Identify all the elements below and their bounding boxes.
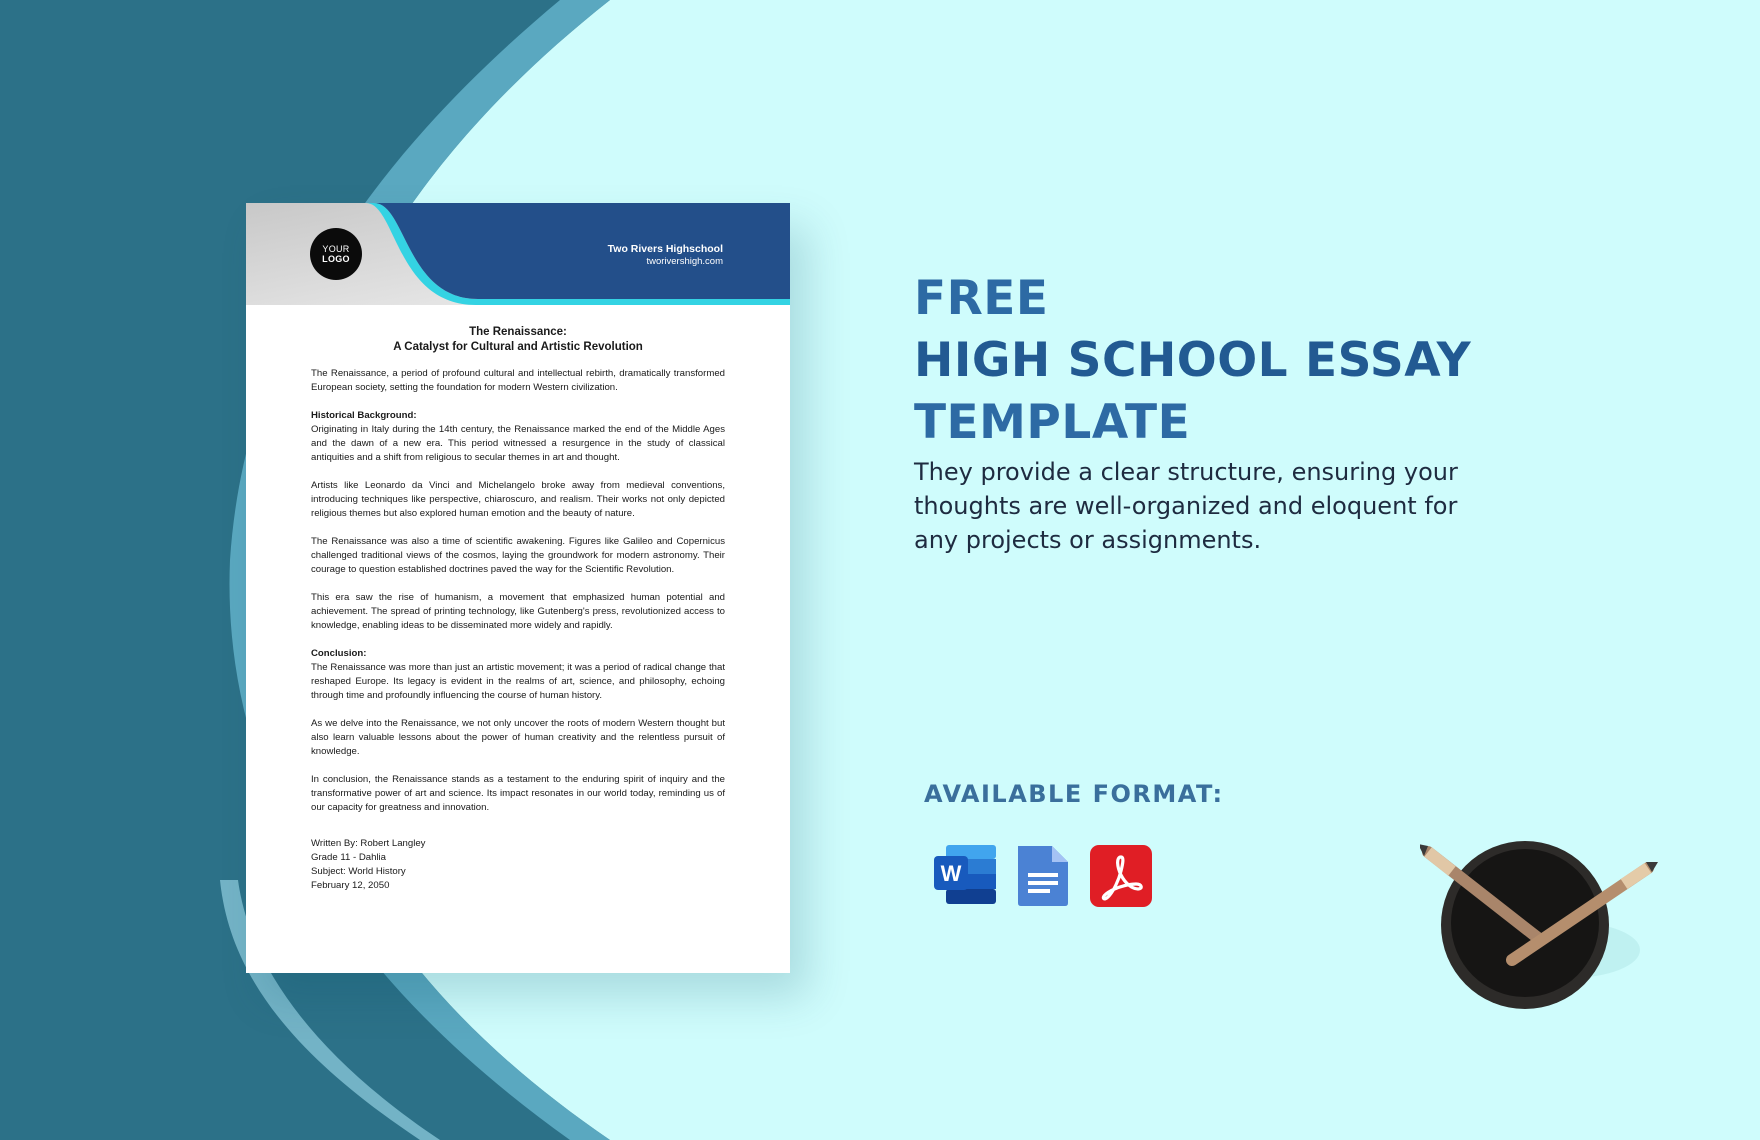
hero-line-main: HIGH SCHOOL ESSAY [914,333,1472,388]
grade-line: Grade 11 - Dahlia [311,852,387,863]
svg-text:W: W [940,861,962,886]
hero-subtitle: They provide a clear structure, ensuring your thoughts are well-organized and eloquent for any projects or assignments. [914,458,1458,554]
signature-block [311,837,725,893]
school-url: tworivershigh.com [646,256,723,267]
document-body [311,325,725,893]
intro-paragraph: The Renaissance, a period of profound cultural and intellectual rebirth, dramatically transformed European society, setting the foundation for modern Western civilization. [311,368,725,393]
heading-background: Historical Background: [311,410,417,421]
subject-line: Subject: World History [311,866,406,877]
pencil-cup-decoration [1420,820,1660,1020]
paragraph: This era saw the rise of humanism, a movement that emphasized human potential and achievement. The spread of printing technology, like Gutenberg's press, revolutionized access to knowledge, enabling ideas to be disseminated more widely and rapidly. [311,592,725,631]
essay-title: The Renaissance: A Catalyst for Cultural and Artistic Revolution [393,326,643,353]
paragraph: As we delve into the Renaissance, we not only uncover the roots of modern Western thought but also learn valuable lessons about the power of human creativity and the relentless pursuit of knowledge. [311,718,725,757]
hero-title [914,268,1614,454]
paragraph: The Renaissance was more than just an artistic movement; it was a period of radical change that reshaped Europe. Its legacy is evident in the realms of art, science, and philosophy, echoing through time and profoundly influencing the course of human history. [311,662,725,701]
paragraph: Artists like Leonardo da Vinci and Michelangelo broke away from medieval conventions, introducing techniques like perspective, chiaroscuro, and realism. Their works not only depicted religious themes but also explored human emotion and the beauty of nature. [311,480,725,519]
essay-document-page [246,203,790,973]
document-header [246,203,790,305]
school-logo: YOUR LOGO [310,228,362,280]
available-format-title: AVAILABLE FORMAT: [924,780,1224,808]
school-name: Two Rivers Highschool [607,243,723,255]
paragraph: The Renaissance was also a time of scientific awakening. Figures like Galileo and Copernicus challenged traditional views of the cosmos, laying the groundwork for modern astronomy. Their courage to question established doctrines paved the way for the Scientific Revolution. [311,536,725,575]
google-docs-icon[interactable] [1012,843,1078,909]
author-line: Written By: Robert Langley [311,838,426,849]
paragraph: In conclusion, the Renaissance stands as a testament to the enduring spirit of inquiry and the transformative power of art and science. Its impact resonates in our world today, reminding us of our capacity for greatness and innovation. [311,774,725,813]
pdf-icon[interactable] [1088,843,1154,909]
school-info [608,243,723,268]
date-line: February 12, 2050 [311,880,390,891]
heading-conclusion: Conclusion: [311,648,367,659]
hero-line-free: FREE [914,271,1049,326]
word-icon[interactable] [932,842,998,908]
paragraph: Originating in Italy during the 14th century, the Renaissance marked the end of the Middle Ages and the dawn of a new era. This period witnessed a resurgence in the study of classical antiquities and a shift from religious to secular themes in art and thought. [311,424,725,463]
hero-line-template: TEMPLATE [914,395,1191,450]
